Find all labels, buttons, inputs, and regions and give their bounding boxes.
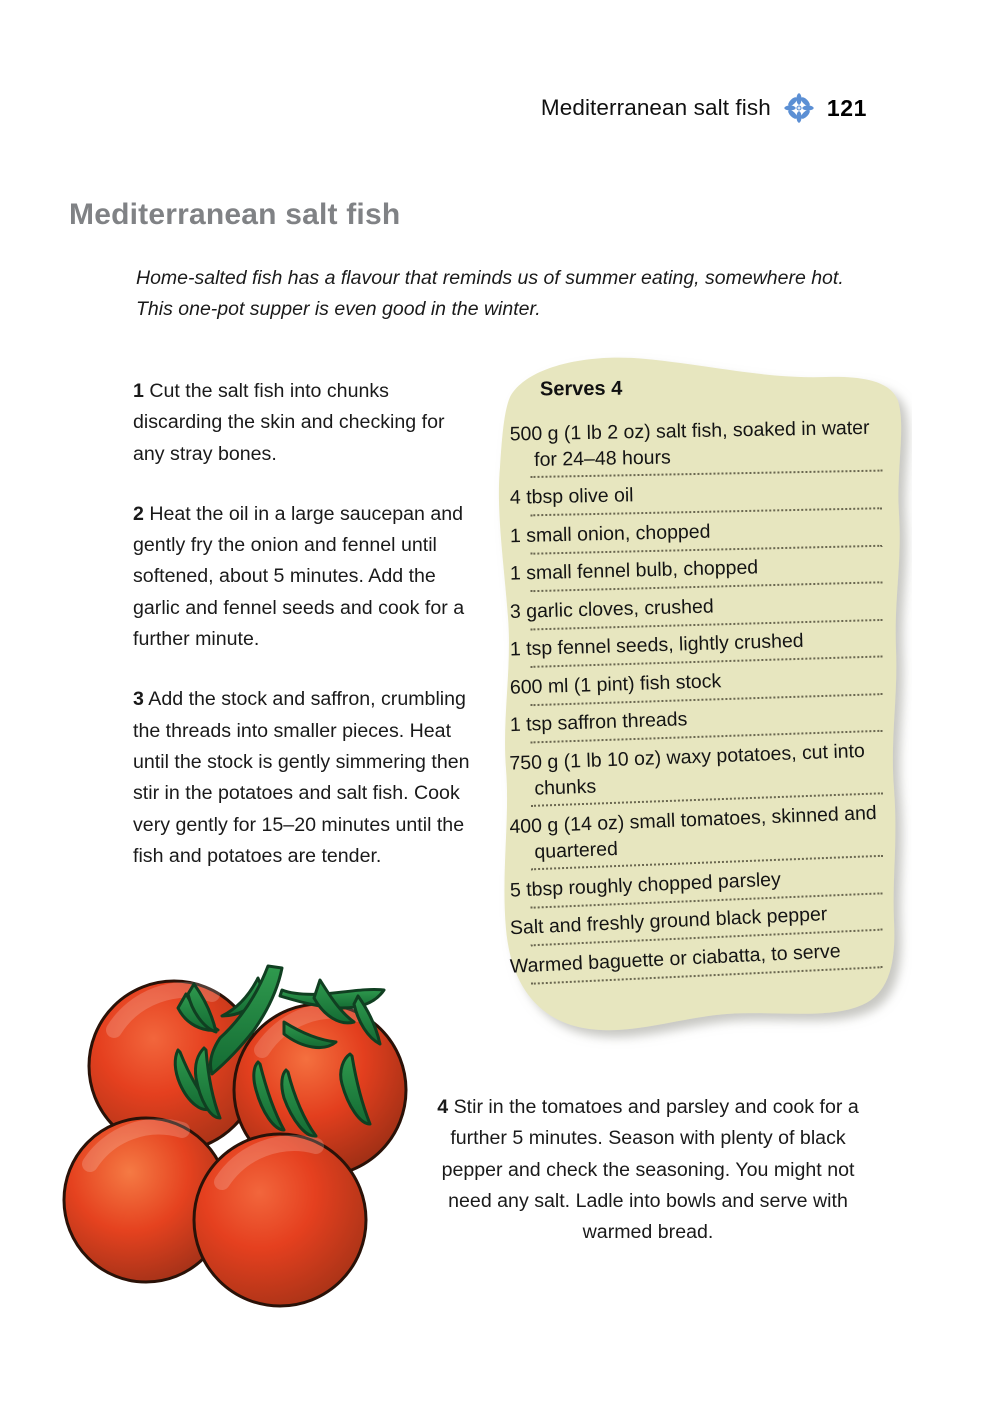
page-title: Mediterranean salt fish: [69, 198, 401, 231]
step-number: 1: [133, 380, 144, 402]
ingredient-text: 750 g (1 lb 10 oz) waxy potatoes, cut into chunks: [509, 739, 866, 799]
ingredient-text: Salt and freshly ground black pepper: [509, 903, 828, 940]
ingredient-text: 3 garlic cloves, crushed: [509, 594, 714, 623]
method-step-4: [418, 1092, 878, 1248]
ingredient-text: 4 tbsp olive oil: [509, 484, 634, 509]
ingredient-text: 1 tsp fennel seeds, lightly crushed: [509, 629, 804, 661]
ingredient-text: 1 tsp saffron threads: [509, 708, 688, 737]
step-text: Heat the oil in a large saucepan and gently fry the onion and fennel until softened, about 5 minutes. Add the garlic and fennel seeds and cook for a further minute.: [133, 502, 465, 651]
step-number: 2: [133, 502, 144, 525]
running-head: [541, 93, 867, 123]
method-step-1: [133, 376, 471, 470]
recipe-intro: Home-salted fish has a flavour that reminds us of summer eating, somewhere hot. This one-pot supper is even good in the winter.: [136, 267, 844, 320]
ingredients-panel: [466, 349, 912, 1049]
method-steps-left: [133, 376, 471, 872]
step-text: Stir in the tomatoes and parsley and cook for a further 5 minutes. Season with plenty of black pepper and check the seasoning. You might not need any salt. Ladle into bowls and serve with warmed bread.: [441, 1096, 859, 1244]
ingredient-list: [486, 417, 904, 981]
ingredient-text: 5 tbsp roughly chopped parsley: [509, 867, 782, 902]
ingredient-item: [485, 413, 904, 484]
method-step-2: [133, 499, 471, 655]
step-number: 4: [437, 1096, 449, 1118]
step-number: 3: [133, 688, 144, 711]
ingredient-text: 400 g (14 oz) small tomatoes, skinned and quartered: [509, 801, 878, 863]
tomato-front-right: [194, 1134, 366, 1306]
ingredient-text: Warmed baguette or ciabatta, to serve: [509, 939, 842, 978]
ingredient-text: 600 ml (1 pint) fish stock: [509, 669, 722, 699]
ingredient-text: 500 g (1 lb 2 oz) salt fish, soaked in water for 24–48 hours: [509, 416, 870, 471]
ingredient-text: 1 small onion, chopped: [509, 520, 711, 547]
ingredient-text: 1 small fennel bulb, chopped: [509, 556, 759, 585]
step-text: Cut the salt fish into chunks discarding the skin and checking for any stray bones.: [133, 380, 445, 465]
serves-label: Serves 4: [539, 377, 623, 401]
step-text: Add the stock and saffron, crumbling the threads into smaller pieces. Heat until the stock is gently simmering then stir in the potatoes and salt fish. Cook very gently for 15–20 minutes until the fish and potatoes are tender.: [133, 688, 470, 867]
tomatoes-on-the-vine-illustration: [62, 938, 422, 1310]
method-step-3: [133, 684, 471, 872]
page-number: 121: [826, 94, 867, 121]
flower-icon: [784, 93, 814, 123]
running-head-title: Mediterranean salt fish: [540, 95, 771, 120]
